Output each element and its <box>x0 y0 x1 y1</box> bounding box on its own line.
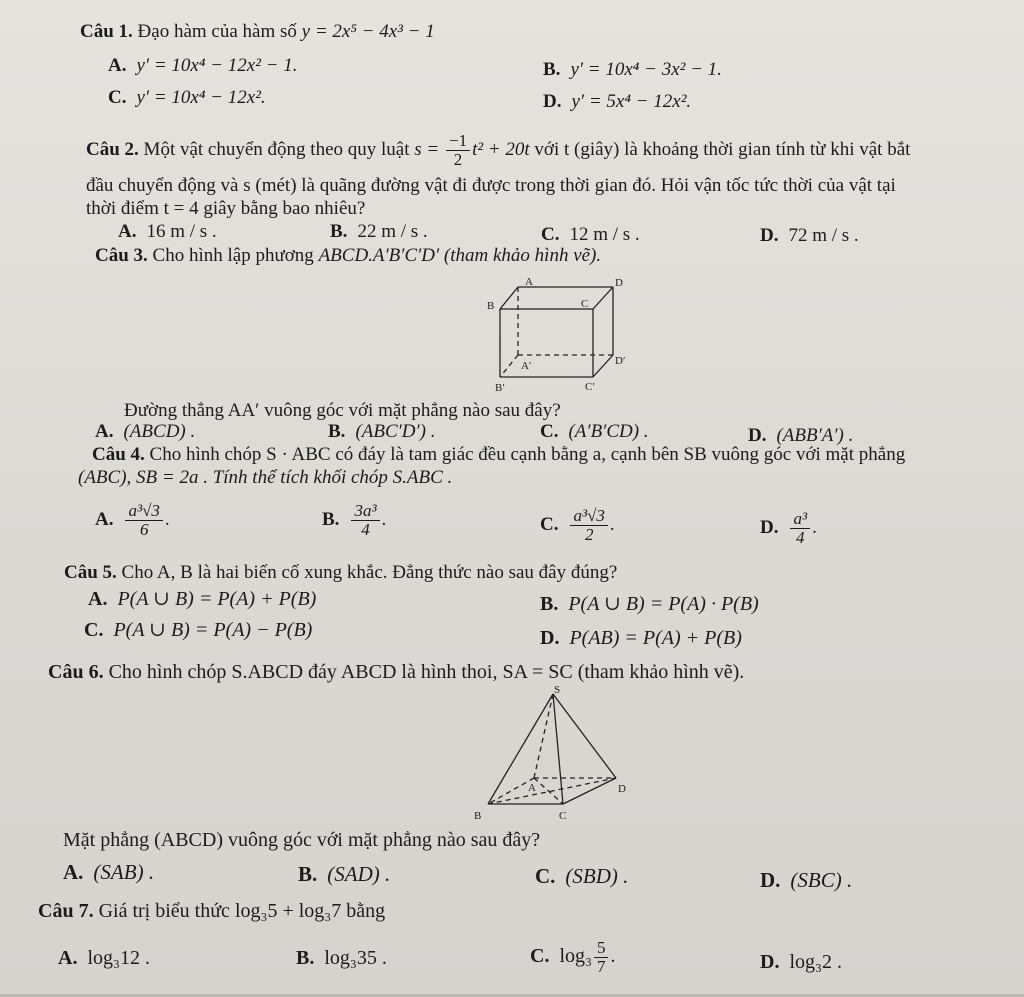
q7-label: Câu 7. <box>38 900 94 922</box>
q1-option-b-key: B. <box>543 59 561 80</box>
vertex-C-prime: C′ <box>585 381 595 393</box>
q2-stem-line3: thời điểm t = 4 giây bằng bao nhiêu? <box>86 198 366 219</box>
q2-option-b-key: B. <box>330 221 348 242</box>
q4-option-c-den: 2 <box>584 525 594 545</box>
q3-option-d-value: (ABB′A′) . <box>776 425 854 446</box>
q1-option-c[interactable] <box>108 86 266 110</box>
q1-option-d-value: y′ = 5x⁴ − 12x². <box>571 91 692 112</box>
q6-option-c-value: (SBD) . <box>565 864 629 888</box>
q5-option-a[interactable] <box>88 587 316 611</box>
vertex-D: D <box>615 277 623 289</box>
q1-text: Đạo hàm của hàm số <box>137 21 297 42</box>
vertex-A: A <box>525 276 533 288</box>
q3-option-b-key: B. <box>328 421 346 442</box>
q2-expr-lhs: s = <box>414 138 440 160</box>
q7-option-c-key: C. <box>530 945 550 967</box>
q6-option-a-value: (SAB) . <box>93 860 155 884</box>
q4-option-c-num: a³√3 <box>570 507 607 526</box>
q4-option-a[interactable] <box>95 500 170 540</box>
q3-option-c-key: C. <box>540 421 559 442</box>
q2-option-a-key: A. <box>118 221 137 242</box>
vertex-D-prime: D′ <box>615 355 626 367</box>
q4-option-d-num: a³ <box>790 510 810 529</box>
q4-text1: Cho hình chóp S · ABC có đáy là tam giác đều cạnh bằng a, cạnh bên SB vuông góc với mặt phẳng <box>149 444 906 465</box>
q7-option-b-key: B. <box>296 947 315 969</box>
vertex-A: A <box>528 782 536 794</box>
vertex-B: B <box>474 810 482 822</box>
q6-question: Mặt phẳng (ABCD) vuông góc với mặt phẳng nào sau đây? <box>63 829 541 851</box>
q1-stem <box>80 20 435 44</box>
q7-option-c-tail: . <box>610 945 616 967</box>
q4-option-a-key: A. <box>95 509 114 530</box>
q4-option-d-den: 4 <box>796 528 805 548</box>
q5-label: Câu 5. <box>64 562 117 583</box>
q2-option-d-key: D. <box>760 225 779 246</box>
q6-option-b-value: (SAD) . <box>327 862 391 886</box>
q7-option-c-den: 7 <box>596 956 606 976</box>
q3-stem <box>95 244 601 268</box>
q2-option-a[interactable] <box>118 220 217 244</box>
q2-stem-line1 <box>86 132 910 169</box>
q4-option-a-tail: . <box>164 509 170 530</box>
q5-option-d-value: P(AB) = P(A) + P(B) <box>569 627 742 649</box>
q4-option-a-den: 6 <box>139 520 149 540</box>
q3-text: Cho hình lập phương <box>152 245 314 266</box>
q6-option-d[interactable] <box>760 868 852 892</box>
q7-expr: log₃5 + log₃7 <box>234 900 342 922</box>
q2-fraction-den: 2 <box>453 150 463 169</box>
q1-option-d-key: D. <box>543 91 562 112</box>
q7-option-b-value: log₃35 . <box>324 947 387 969</box>
q4-option-b-key: B. <box>322 509 340 530</box>
q7-stem <box>38 899 385 923</box>
q2-fraction <box>446 132 470 169</box>
q7-option-a-value: log₃12 . <box>87 947 150 969</box>
q2-option-a-value: 16 m / s . <box>146 221 217 242</box>
q5-option-d[interactable] <box>540 626 742 650</box>
vertex-B-prime: B′ <box>495 382 505 394</box>
q3-option-a-value: (ABCD) . <box>123 421 196 442</box>
q6-option-b[interactable] <box>298 862 390 886</box>
q2-stem-line2: đầu chuyển động và s (mét) là quãng đường vật đi được trong thời gian đó. Hỏi vận tốc tức thời của vật tại <box>86 175 896 196</box>
q1-option-c-key: C. <box>108 87 127 108</box>
q6-option-c-key: C. <box>535 864 556 888</box>
q1-label: Câu 1. <box>80 21 133 42</box>
q4-option-d-key: D. <box>760 517 779 538</box>
q2-option-d-value: 72 m / s . <box>788 225 859 246</box>
q4-option-d-tail: . <box>812 517 817 538</box>
q1-option-d[interactable] <box>543 90 691 114</box>
q7-option-a-key: A. <box>58 947 78 969</box>
q4-option-c-frac <box>570 507 607 544</box>
pyramid-figure <box>468 682 638 822</box>
q5-option-b[interactable] <box>540 592 759 616</box>
q5-option-b-key: B. <box>540 593 559 615</box>
q7-option-c[interactable] <box>530 934 615 978</box>
q5-option-c-key: C. <box>84 619 104 641</box>
q7-option-d-key: D. <box>760 951 780 973</box>
vertex-A-prime: A′ <box>521 360 532 372</box>
q6-option-a[interactable] <box>63 860 154 884</box>
q3-note: (tham khảo hình vẽ). <box>443 245 602 266</box>
q5-option-b-value: P(A ∪ B) = P(A) · P(B) <box>568 593 759 615</box>
q2-text1b: với t (giây) là khoảng thời gian tính từ khi vật bắt <box>534 138 911 160</box>
q7-option-a[interactable] <box>58 946 150 970</box>
q6-option-b-key: B. <box>298 862 318 886</box>
q4-option-a-frac <box>125 502 162 539</box>
q4-option-c-tail: . <box>609 514 615 535</box>
q6-option-d-value: (SBC) . <box>790 868 853 892</box>
q3-option-d-key: D. <box>748 425 767 446</box>
vertex-B: B <box>487 300 495 312</box>
q3-option-a-key: A. <box>95 421 114 442</box>
q7-text: Giá trị biểu thức <box>98 900 230 922</box>
vertex-S: S <box>554 684 561 696</box>
q6-text: Cho hình chóp S.ABCD đáy ABCD là hình thoi, SA = SC (tham khảo hình vẽ). <box>108 661 745 683</box>
vertex-D: D <box>618 783 626 795</box>
q1-option-b[interactable] <box>543 58 722 82</box>
q3-label: Câu 3. <box>95 245 148 266</box>
q4-option-b-den: 4 <box>361 520 370 540</box>
q7-option-c-pre: log₃ <box>559 945 592 967</box>
q7-tail: bằng <box>346 900 386 922</box>
q3-question: Đường thẳng AA′ vuông góc với mặt phẳng nào sau đây? <box>124 400 561 421</box>
vertex-C: C <box>581 298 589 310</box>
q3-expr: ABCD.A′B′C′D′ <box>318 245 440 266</box>
q2-option-d[interactable] <box>760 224 859 248</box>
q2-fraction-num: −1 <box>446 132 470 151</box>
q2-expr-rhs: t² + 20t <box>472 138 530 160</box>
cube-figure <box>485 274 645 399</box>
q2-label: Câu 2. <box>86 138 139 160</box>
q3-option-b[interactable] <box>328 420 436 444</box>
q4-option-b-tail: . <box>381 509 387 530</box>
q5-option-a-value: P(A ∪ B) = P(A) + P(B) <box>117 588 317 610</box>
q7-option-c-frac <box>594 939 609 976</box>
q4-stem-line1 <box>92 443 905 467</box>
q4-option-d-frac <box>790 510 810 547</box>
q4-option-c-key: C. <box>540 514 559 535</box>
q2-option-b-value: 22 m / s . <box>357 221 428 242</box>
q4-stem-line2: (ABC), SB = 2a . Tính thể tích khối chóp S.ABC . <box>78 467 453 488</box>
q4-option-b[interactable] <box>322 500 386 540</box>
vertex-C: C <box>559 810 567 822</box>
q3-option-a[interactable] <box>95 420 195 444</box>
q5-text: Cho A, B là hai biến cố xung khắc. Đẳng thức nào sau đây đúng? <box>121 562 618 583</box>
q4-option-a-num: a³√3 <box>125 502 162 521</box>
q4-option-b-frac <box>351 502 379 539</box>
q6-option-d-key: D. <box>760 868 781 892</box>
q7-option-b[interactable] <box>296 946 387 970</box>
q3-option-b-value: (ABC′D′) . <box>355 421 436 442</box>
q1-option-a-value: y′ = 10x⁴ − 12x² − 1. <box>136 55 298 76</box>
q4-label: Câu 4. <box>92 444 145 465</box>
q7-option-d[interactable] <box>760 950 842 974</box>
q2-option-c-value: 12 m / s . <box>569 224 640 245</box>
q7-option-d-value: log₃2 . <box>789 951 842 973</box>
q3-option-c[interactable] <box>540 420 649 444</box>
q1-option-a[interactable] <box>108 54 297 78</box>
q1-option-c-value: y′ = 10x⁴ − 12x². <box>136 87 266 108</box>
q5-option-d-key: D. <box>540 627 560 649</box>
q1-option-b-value: y′ = 10x⁴ − 3x² − 1. <box>570 59 722 80</box>
q5-option-c[interactable] <box>84 618 312 642</box>
q5-stem <box>64 561 617 585</box>
q4-option-c[interactable] <box>540 505 615 545</box>
q5-option-c-value: P(A ∪ B) = P(A) − P(B) <box>113 619 313 641</box>
q4-option-d[interactable] <box>760 508 817 548</box>
q2-option-c-key: C. <box>541 224 560 245</box>
q4-option-b-num: 3a³ <box>351 502 379 521</box>
q2-option-b[interactable] <box>330 220 428 244</box>
q2-text1: Một vật chuyển động theo quy luật <box>143 138 410 160</box>
q7-option-c-num: 5 <box>594 939 609 958</box>
q6-label: Câu 6. <box>48 661 104 683</box>
q6-option-a-key: A. <box>63 860 84 884</box>
q6-stem <box>48 660 744 684</box>
q6-option-c[interactable] <box>535 864 628 888</box>
q5-option-a-key: A. <box>88 588 108 610</box>
q3-option-c-value: (A′B′CD) . <box>568 421 649 442</box>
q1-option-a-key: A. <box>108 55 127 76</box>
q1-expr: y = 2x⁵ − 4x³ − 1 <box>301 21 435 42</box>
